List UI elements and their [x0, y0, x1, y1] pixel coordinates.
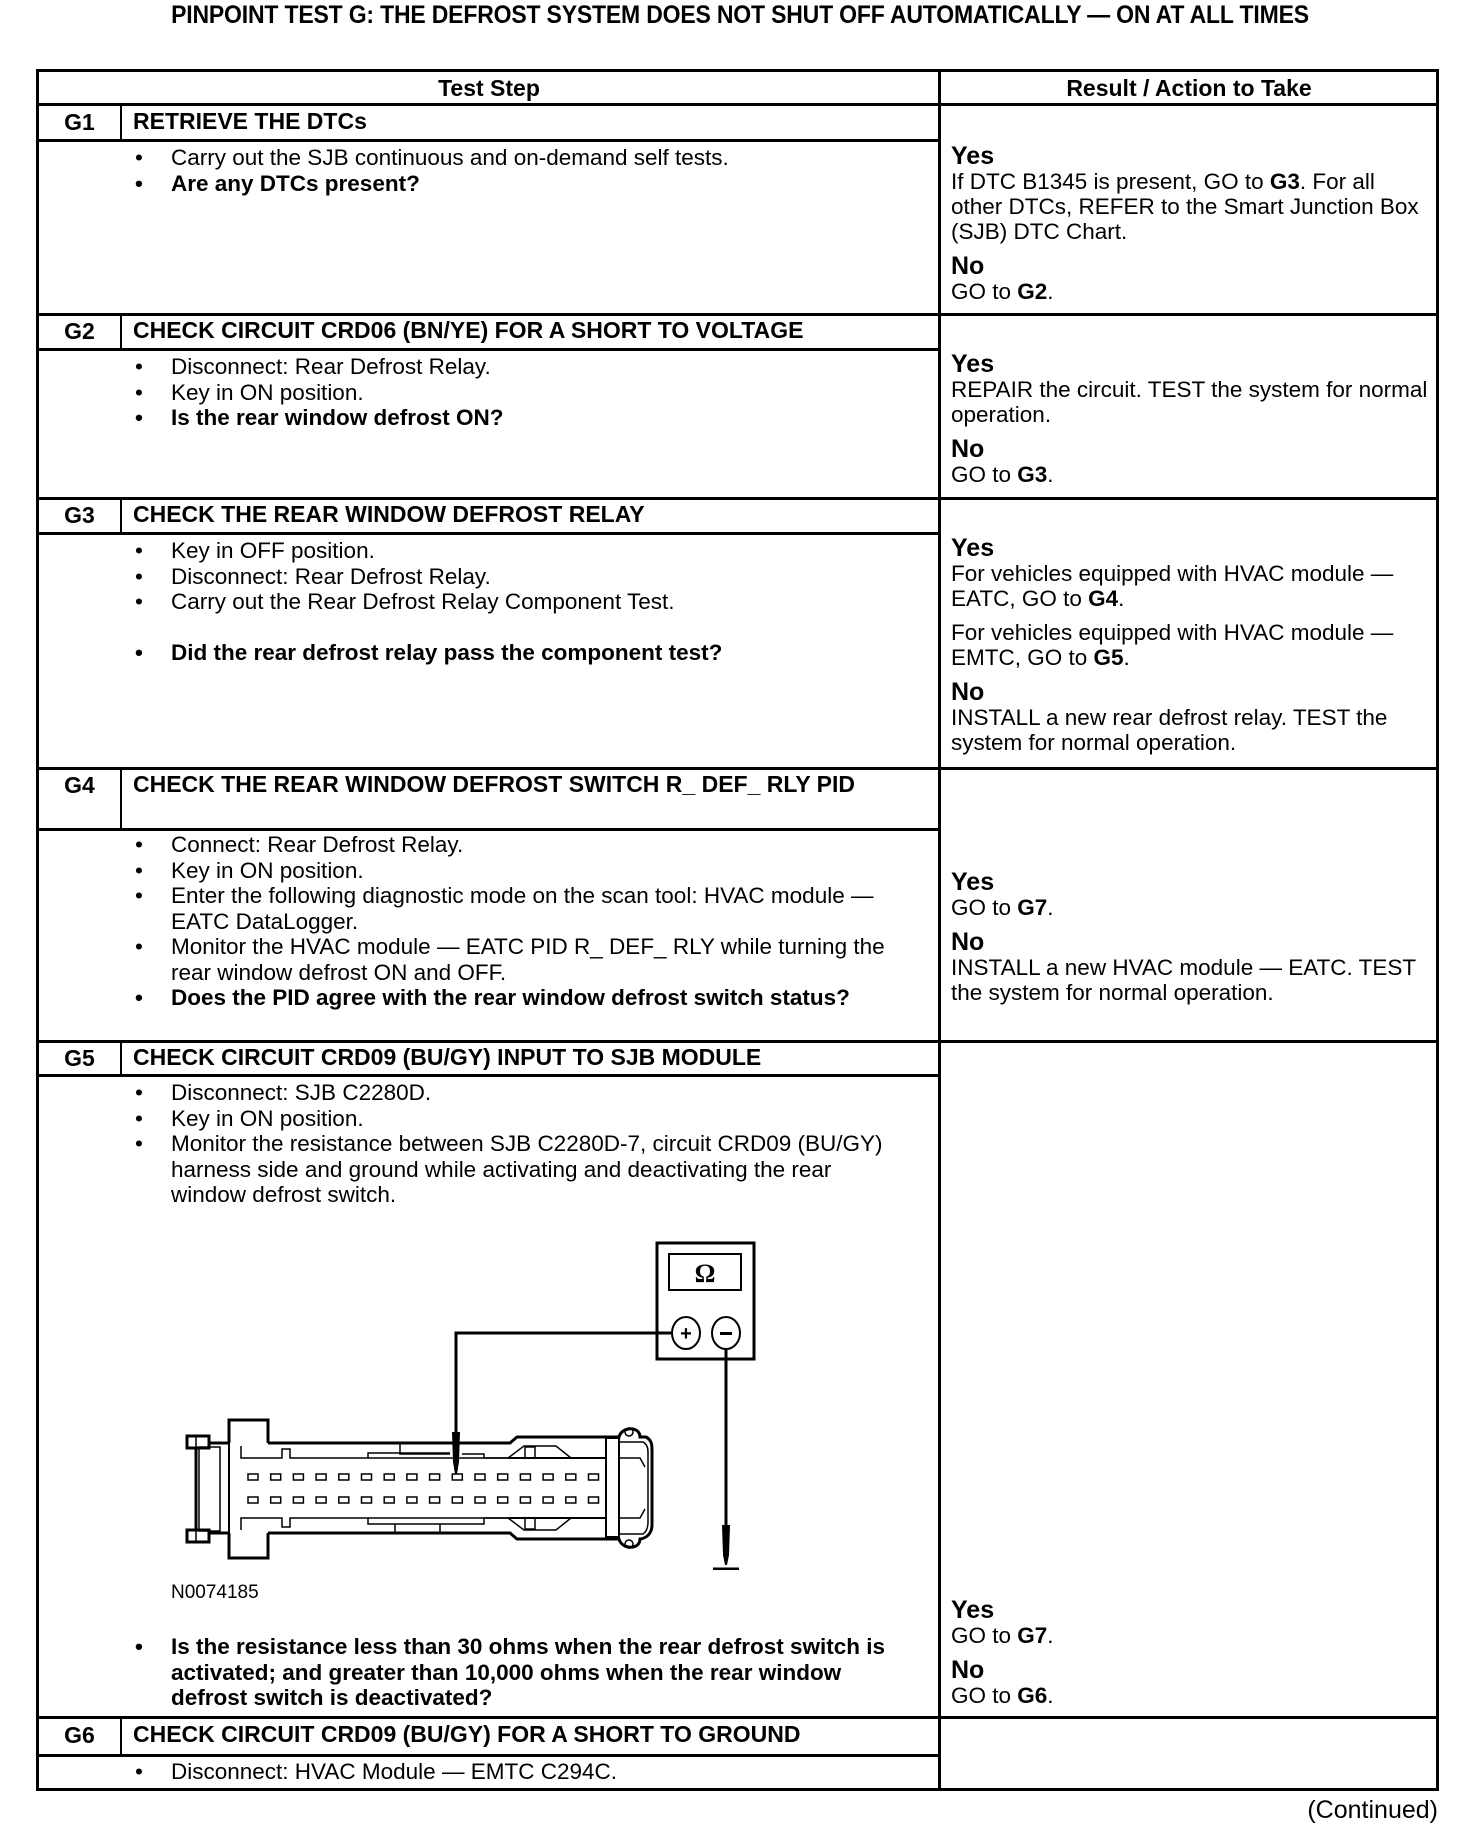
connector-pin: [543, 1497, 553, 1503]
goto-step-link[interactable]: G5: [1093, 645, 1124, 670]
result-label: Yes: [951, 534, 995, 562]
action-item: • Key in ON position.: [133, 380, 923, 406]
positive-probe: [452, 1432, 460, 1474]
connector-pin: [430, 1497, 440, 1503]
connector-pin: [384, 1474, 394, 1480]
result-label: Yes: [951, 868, 995, 896]
step-number: G1: [64, 109, 95, 135]
action-item: • Disconnect: SJB C2280D.: [133, 1080, 893, 1106]
connector-pin: [293, 1474, 303, 1480]
sjb-connector-c2280d: [187, 1420, 652, 1558]
row-divider: [36, 313, 1439, 316]
page-title: PINPOINT TEST G: THE DEFROST SYSTEM DOES NOT SHUT OFF AUTOMATICALLY — ON AT ALL TIMES: [171, 1, 1309, 29]
result-label: Yes: [951, 350, 995, 378]
connector-pin: [566, 1497, 576, 1503]
minus-glyph: [720, 1332, 732, 1335]
action-item: • Enter the following diagnostic mode on the scan tool: HVAC module — EATC DataLogger.: [133, 883, 893, 934]
connector-pin: [362, 1474, 372, 1480]
connector-pin: [475, 1497, 485, 1503]
step-actions: [133, 1759, 923, 1785]
step-number-divider: [120, 1717, 122, 1756]
connector-pin: [498, 1474, 508, 1480]
result-no: [951, 436, 1431, 487]
step-number: G3: [64, 502, 95, 528]
action-item: • Disconnect: Rear Defrost Relay.: [133, 354, 923, 380]
result-label: Yes: [951, 142, 995, 170]
result-text: If DTC B1345 is present, GO to: [951, 169, 1270, 194]
step-question: • Is the resistance less than 30 ohms when the rear defrost switch is activated; and greater than 10,000 ohms when the rear window defrost switch is deactivated?: [133, 1634, 893, 1711]
ground-icon: [713, 1569, 739, 1570]
result-text: .: [1123, 645, 1130, 670]
result-block: [951, 143, 1431, 313]
connector-pin: [293, 1497, 303, 1503]
header-divider: [36, 1074, 940, 1077]
header-divider: [36, 348, 940, 351]
ground-probe: [722, 1525, 730, 1565]
connector-pin: [452, 1474, 462, 1480]
result-no: [951, 679, 1431, 755]
result-text: GO to: [951, 895, 1018, 920]
goto-step-link[interactable]: G7: [1017, 895, 1048, 920]
step-number: G2: [64, 318, 95, 344]
connector-pin: [271, 1497, 281, 1503]
step-question: • Did the rear defrost relay pass the component test?: [133, 640, 923, 666]
result-text: INSTALL a new HVAC module — EATC. TEST the system for normal operation.: [951, 955, 1416, 1005]
connector-pin: [452, 1497, 462, 1503]
action-item: • Carry out the SJB continuous and on-demand self tests.: [133, 145, 923, 171]
header-result: Result / Action to Take: [1066, 75, 1312, 101]
connector-pin: [589, 1497, 599, 1503]
step-number: G6: [64, 1722, 95, 1748]
result-text: For vehicles equipped with HVAC module — EMTC, GO to: [951, 620, 1394, 670]
result-yes: [951, 535, 1431, 611]
result-text: For vehicles equipped with HVAC module — EATC, GO to: [951, 561, 1394, 611]
connector-pin: [543, 1474, 553, 1480]
result-no: [951, 253, 1431, 304]
connector-pin: [248, 1497, 258, 1503]
step-question-list: [133, 1634, 893, 1711]
header-divider: [36, 532, 940, 535]
connector-pin: [339, 1497, 349, 1503]
result-label: No: [951, 1656, 985, 1684]
step-number-divider: [120, 1041, 122, 1076]
connector-pin: [384, 1497, 394, 1503]
ohm-symbol: Ω: [694, 1259, 716, 1288]
goto-step-link[interactable]: G7: [1017, 1623, 1048, 1648]
result-text: .: [1047, 279, 1054, 304]
step-question: • Is the rear window defrost ON?: [133, 405, 923, 431]
connector-pin: [589, 1474, 599, 1480]
step-title: RETRIEVE THE DTCs: [133, 108, 367, 134]
row-divider: [36, 767, 1439, 770]
connector-pin: [475, 1474, 485, 1480]
step-actions: [133, 538, 923, 665]
result-text: REPAIR the circuit. TEST the system for normal operation.: [951, 377, 1428, 427]
result-block: [951, 535, 1431, 764]
step-title: CHECK CIRCUIT CRD09 (BU/GY) INPUT TO SJB MODULE: [133, 1044, 762, 1070]
step-actions: [133, 354, 923, 431]
connector-pin: [316, 1497, 326, 1503]
step-question: • Are any DTCs present?: [133, 171, 923, 197]
figure-id: N0074185: [171, 1582, 259, 1603]
result-text: GO to: [951, 279, 1018, 304]
connector-pin: [407, 1497, 417, 1503]
result-label: No: [951, 678, 985, 706]
result-text: .: [1047, 1683, 1054, 1708]
header-divider: [36, 828, 940, 831]
plus-label: +: [680, 1323, 692, 1345]
goto-step-link[interactable]: G2: [1017, 279, 1048, 304]
action-item: • Key in ON position.: [133, 858, 893, 884]
goto-step-link[interactable]: G6: [1017, 1683, 1048, 1708]
step-actions: [133, 145, 923, 196]
result-block: [951, 1597, 1431, 1717]
step-title: CHECK THE REAR WINDOW DEFROST RELAY: [133, 501, 645, 527]
action-item: • Disconnect: HVAC Module — EMTC C294C.: [133, 1759, 923, 1785]
row-divider: [36, 497, 1439, 500]
action-item: • Monitor the resistance between SJB C2280D-7, circuit CRD09 (BU/GY) harness side and ground while activating and deactivating the rear window defrost switch.: [133, 1131, 893, 1208]
result-yes: [951, 869, 1431, 920]
connector-pin: [248, 1474, 258, 1480]
step-question: • Does the PID agree with the rear window defrost switch status?: [133, 985, 893, 1011]
action-item: • Connect: Rear Defrost Relay.: [133, 832, 893, 858]
connector-pin: [271, 1474, 281, 1480]
result-text: .: [1118, 586, 1125, 611]
result-yes: [951, 1597, 1431, 1648]
step-title: CHECK CIRCUIT CRD06 (BN/YE) FOR A SHORT TO VOLTAGE: [133, 317, 804, 343]
result-text: .: [1047, 462, 1054, 487]
step-number-divider: [120, 498, 122, 534]
step-actions: [133, 1080, 893, 1208]
header-test-step: Test Step: [438, 75, 540, 101]
result-text: .: [1047, 1623, 1054, 1648]
action-item: • Key in ON position.: [133, 1106, 893, 1132]
column-divider: [938, 69, 941, 1791]
result-label: No: [951, 435, 985, 463]
result-block: [951, 351, 1431, 496]
header-divider: [36, 139, 940, 142]
result-block: [951, 869, 1431, 1014]
result-text: . For all other DTCs, REFER to the Smart Junction Box (SJB) DTC Chart.: [951, 169, 1419, 244]
result-text: .: [1047, 895, 1054, 920]
connector-pin: [339, 1474, 349, 1480]
result-no: [951, 1657, 1431, 1708]
action-item: • Key in OFF position.: [133, 538, 923, 564]
connector-pin: [566, 1474, 576, 1480]
result-yes: [951, 351, 1431, 427]
result-no: [951, 929, 1431, 1005]
step-number: G5: [64, 1045, 95, 1071]
result-text: GO to: [951, 1623, 1018, 1648]
connector-pin: [520, 1474, 530, 1480]
result-text: GO to: [951, 462, 1018, 487]
result-label: Yes: [951, 1596, 995, 1624]
result-text: GO to: [951, 1683, 1018, 1708]
action-item: • Carry out the Rear Defrost Relay Component Test.: [133, 589, 923, 615]
result-text: INSTALL a new rear defrost relay. TEST the system for normal operation.: [951, 705, 1388, 755]
connector-pin: [498, 1497, 508, 1503]
header-divider: [36, 1754, 940, 1757]
goto-step-link[interactable]: G4: [1088, 586, 1119, 611]
action-item: • Monitor the HVAC module — EATC PID R_ DEF_ RLY while turning the rear window defrost ON and OFF.: [133, 934, 893, 985]
step-number-divider: [120, 104, 122, 141]
connector-pin: [407, 1474, 417, 1480]
result-label: No: [951, 928, 985, 956]
goto-step-link[interactable]: G3: [1269, 169, 1300, 194]
goto-step-link[interactable]: G3: [1017, 462, 1048, 487]
result-label: No: [951, 252, 985, 280]
step-title: CHECK THE REAR WINDOW DEFROST SWITCH R_ DEF_ RLY PID: [133, 771, 855, 797]
action-item: • Disconnect: Rear Defrost Relay.: [133, 564, 923, 590]
connector-pin: [316, 1474, 326, 1480]
connector-pins: [248, 1474, 599, 1503]
connector-pin: [520, 1497, 530, 1503]
row-divider: [36, 1040, 1439, 1043]
step-number-divider: [120, 314, 122, 350]
connector-pin: [430, 1474, 440, 1480]
ohmmeter: [657, 1243, 754, 1359]
step-actions: [133, 832, 893, 1011]
step-number-divider: [120, 768, 122, 830]
connector-pin: [362, 1497, 372, 1503]
continued-label: (Continued): [1307, 1796, 1438, 1824]
positive-lead: [456, 1333, 672, 1445]
result-yes-alt: [951, 620, 1431, 670]
result-yes: [951, 143, 1431, 244]
step-number: G4: [64, 772, 95, 798]
connector-diagram: [160, 1230, 780, 1570]
step-title: CHECK CIRCUIT CRD09 (BU/GY) FOR A SHORT TO GROUND: [133, 1721, 801, 1747]
